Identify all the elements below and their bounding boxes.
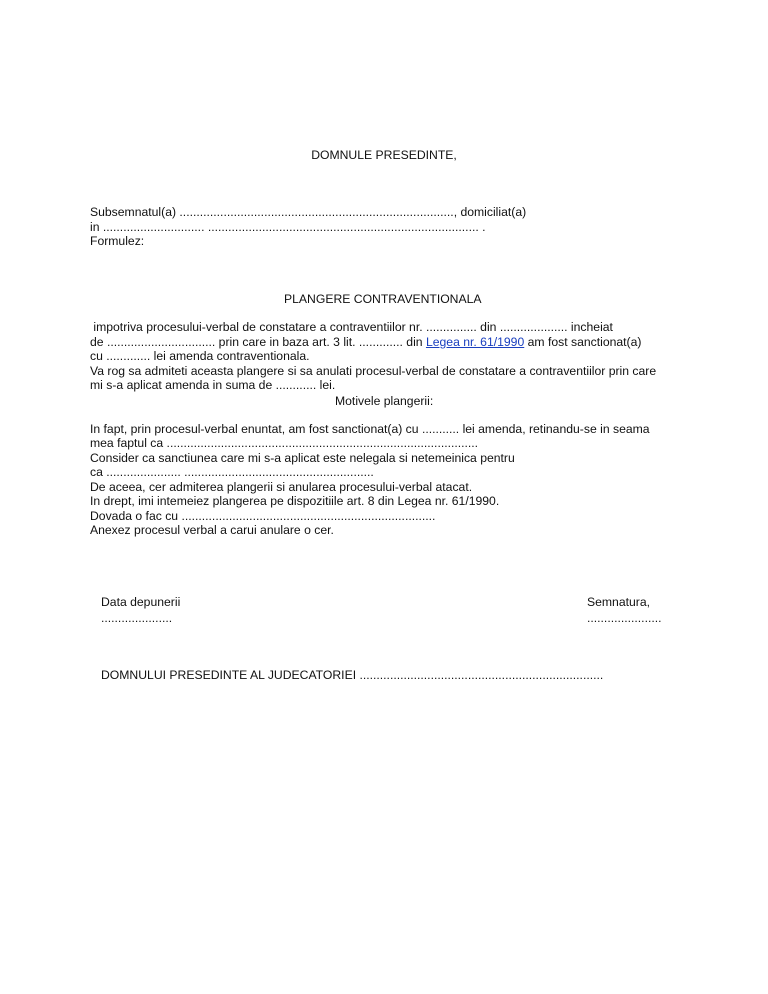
reasons-line: ca ...................... ........................................................ xyxy=(90,465,374,479)
date-label: Data depunerii xyxy=(101,595,181,609)
signature-label: Semnatura, xyxy=(587,595,651,609)
body-line: impotriva procesului-verbal de constatare a contraventiilor nr. ............... din .................... incheiat xyxy=(90,320,613,334)
date-field: ..................... xyxy=(101,611,173,625)
reasons-line: mea faptul ca ............................................................................................ xyxy=(90,436,479,450)
body-line: cu ............. lei amenda contraventionala. xyxy=(90,349,310,363)
intro-line-name: Subsemnatul(a) ................................................................................., domiciliat(a) xyxy=(90,205,527,219)
addressee-line: DOMNULUI PRESEDINTE AL JUDECATORIEI ........................................................................ xyxy=(101,668,604,682)
body-line-with-link xyxy=(90,335,641,349)
body-text: am fost sanctionat(a) xyxy=(524,335,642,349)
body-line: mi s-a aplicat amenda in suma de ............ lei. xyxy=(90,378,336,392)
reasons-line: In drept, imi intemeiez plangerea pe dispozitiile art. 8 din Legea nr. 61/1990. xyxy=(90,494,500,508)
reasons-line: Anexez procesul verbal a carui anulare o cer. xyxy=(90,523,334,537)
reasons-line: Consider ca sanctiunea care mi s-a aplicat este nelegala si netemeinica pentru xyxy=(90,451,515,465)
complaint-title: PLANGERE CONTRAVENTIONALA xyxy=(284,292,482,306)
body-text: de ................................ prin care in baza art. 3 lit. ............. din xyxy=(90,335,426,349)
reasons-line: De aceea, cer admiterea plangerii si anularea procesului-verbal atacat. xyxy=(90,480,473,494)
reasons-line: Dovada o fac cu ........................................................................... xyxy=(90,509,436,523)
signature-field: ...................... xyxy=(587,611,662,625)
body-line: Va rog sa admiteti aceasta plangere si sa anulati procesul-verbal de constatare a contraventiilor prin care xyxy=(90,364,657,378)
page-title: DOMNULE PRESEDINTE, xyxy=(311,148,457,162)
reasons-title: Motivele plangerii: xyxy=(335,394,434,408)
intro-line-address: in .............................. ................................................................................ . xyxy=(90,220,486,234)
law-link[interactable]: Legea nr. 61/1990 xyxy=(425,335,525,349)
intro-line-formulez: Formulez: xyxy=(90,234,145,248)
reasons-line: In fapt, prin procesul-verbal enuntat, am fost sanctionat(a) cu ........... lei amenda, retinandu-se in seama xyxy=(90,422,650,436)
